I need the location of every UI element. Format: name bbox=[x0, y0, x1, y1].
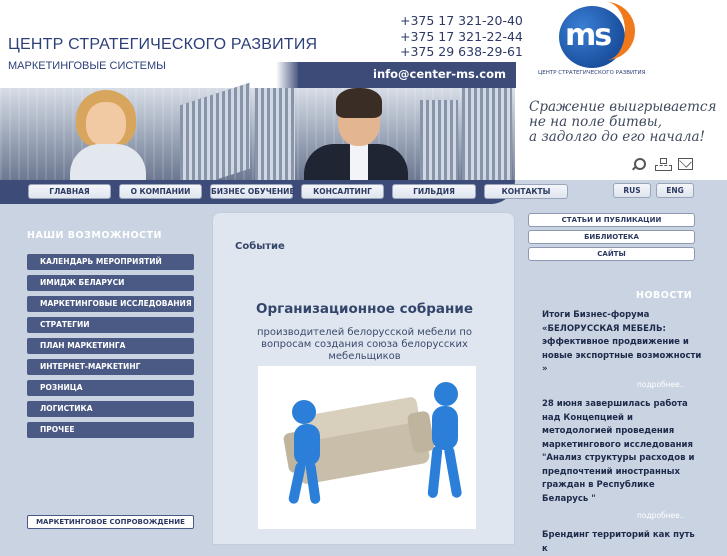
left-menu-item[interactable]: ЛОГИСТИКА bbox=[27, 401, 194, 417]
nav-home[interactable]: ГЛАВНАЯ bbox=[28, 184, 111, 199]
slogan-line: Сражение выигрывается bbox=[529, 99, 717, 115]
event-illustration bbox=[258, 366, 476, 529]
site-title: ЦЕНТР СТРАТЕГИЧЕСКОГО РАЗВИТИЯ bbox=[8, 36, 318, 53]
nav-consulting[interactable]: КОНСАЛТИНГ bbox=[301, 184, 384, 199]
left-menu-item[interactable]: МАРКЕТИНГОВЫЕ ИССЛЕДОВАНИЯ bbox=[27, 296, 194, 312]
news-item[interactable]: Брендинг территорий как путь к bbox=[542, 530, 695, 554]
nav-guild[interactable]: ГИЛЬДИЯ bbox=[392, 184, 476, 199]
nav-about[interactable]: О КОМПАНИИ bbox=[119, 184, 202, 199]
event-title: Организационное собрание bbox=[256, 301, 473, 317]
site-header bbox=[0, 0, 727, 88]
articles-button[interactable]: СТАТЬИ И ПУБЛИКАЦИИ bbox=[528, 213, 695, 227]
phone-number: +375 17 321-22-44 bbox=[400, 28, 523, 44]
left-menu-item[interactable]: ПРОЧЕЕ bbox=[27, 422, 194, 438]
news-item[interactable]: 28 июня завершилась работа над Концепцией и методологией проведения маркетингового исследования "Анализ структуры расходов и предпочтений иностранных граждан в Республике Беларусь " bbox=[542, 399, 695, 504]
woman-photo bbox=[62, 88, 152, 180]
section-heading: Событие bbox=[235, 241, 285, 252]
left-menu-item[interactable]: КАЛЕНДАРЬ МЕРОПРИЯТИЙ bbox=[27, 254, 194, 270]
slogan-line: а задолго до его начала! bbox=[529, 129, 705, 145]
email-link[interactable]: info@center-ms.com bbox=[373, 67, 506, 81]
logo-caption: ЦЕНТР СТРАТЕГИЧЕСКОГО РАЗВИТИЯ bbox=[538, 70, 646, 76]
left-menu-item[interactable]: ПЛАН МАРКЕТИНГА bbox=[27, 338, 194, 354]
building bbox=[255, 88, 295, 180]
man-photo bbox=[300, 88, 410, 180]
search-icon[interactable] bbox=[632, 158, 647, 170]
phone-number: +375 29 638-29-61 bbox=[400, 44, 523, 59]
read-more-link[interactable]: подробнее.. bbox=[637, 511, 685, 520]
phone-number: +375 17 321-20-40 bbox=[400, 13, 523, 28]
building bbox=[462, 88, 512, 180]
slogan-line: не на поле битвы, bbox=[529, 114, 662, 130]
building bbox=[420, 100, 458, 180]
main-content bbox=[212, 212, 515, 545]
email-bar bbox=[298, 62, 516, 88]
library-button[interactable]: БИБЛИОТЕКА bbox=[528, 230, 695, 244]
lang-eng-button[interactable]: ENG bbox=[656, 183, 694, 198]
logo-text: ms bbox=[565, 18, 611, 53]
utility-icons bbox=[632, 158, 693, 170]
lang-rus-button[interactable]: RUS bbox=[613, 183, 651, 198]
phone-list bbox=[400, 13, 530, 60]
left-menu-item[interactable]: ИНТЕРНЕТ-МАРКЕТИНГ bbox=[27, 359, 194, 375]
marketing-support-button[interactable]: МАРКЕТИНГОВОЕ СОПРОВОЖДЕНИЕ bbox=[27, 515, 194, 529]
banner-image bbox=[0, 88, 515, 180]
news-heading: НОВОСТИ bbox=[636, 290, 693, 301]
sites-button[interactable]: САЙТЫ bbox=[528, 247, 695, 261]
nav-business-training[interactable]: БИЗНЕС ОБУЧЕНИЕ bbox=[210, 184, 293, 199]
mail-icon[interactable] bbox=[678, 158, 693, 170]
left-menu-item[interactable]: ИМИДЖ БЕЛАРУСИ bbox=[27, 275, 194, 291]
nav-contacts[interactable]: КОНТАКТЫ bbox=[484, 184, 568, 199]
event-subtitle: производителей белорусской мебели по вопросам создания союза белорусских мебельщиков bbox=[256, 327, 473, 362]
left-menu-item[interactable]: СТРАТЕГИИ bbox=[27, 317, 194, 333]
sitemap-icon[interactable] bbox=[655, 158, 670, 170]
left-heading: НАШИ ВОЗМОЖНОСТИ bbox=[27, 230, 162, 241]
read-more-link[interactable]: подробнее.. bbox=[637, 380, 685, 389]
slogan-area bbox=[515, 88, 727, 180]
company-logo[interactable] bbox=[559, 6, 625, 68]
left-menu-item[interactable]: РОЗНИЦА bbox=[27, 380, 194, 396]
slogan bbox=[529, 100, 719, 145]
news-item[interactable]: Итоги Бизнес-форума «БЕЛОРУССКАЯ МЕБЕЛЬ: эффективное продвижение и новые экспортные возможности » bbox=[542, 310, 702, 374]
site-subtitle: МАРКЕТИНГОВЫЕ СИСТЕМЫ bbox=[8, 60, 166, 72]
